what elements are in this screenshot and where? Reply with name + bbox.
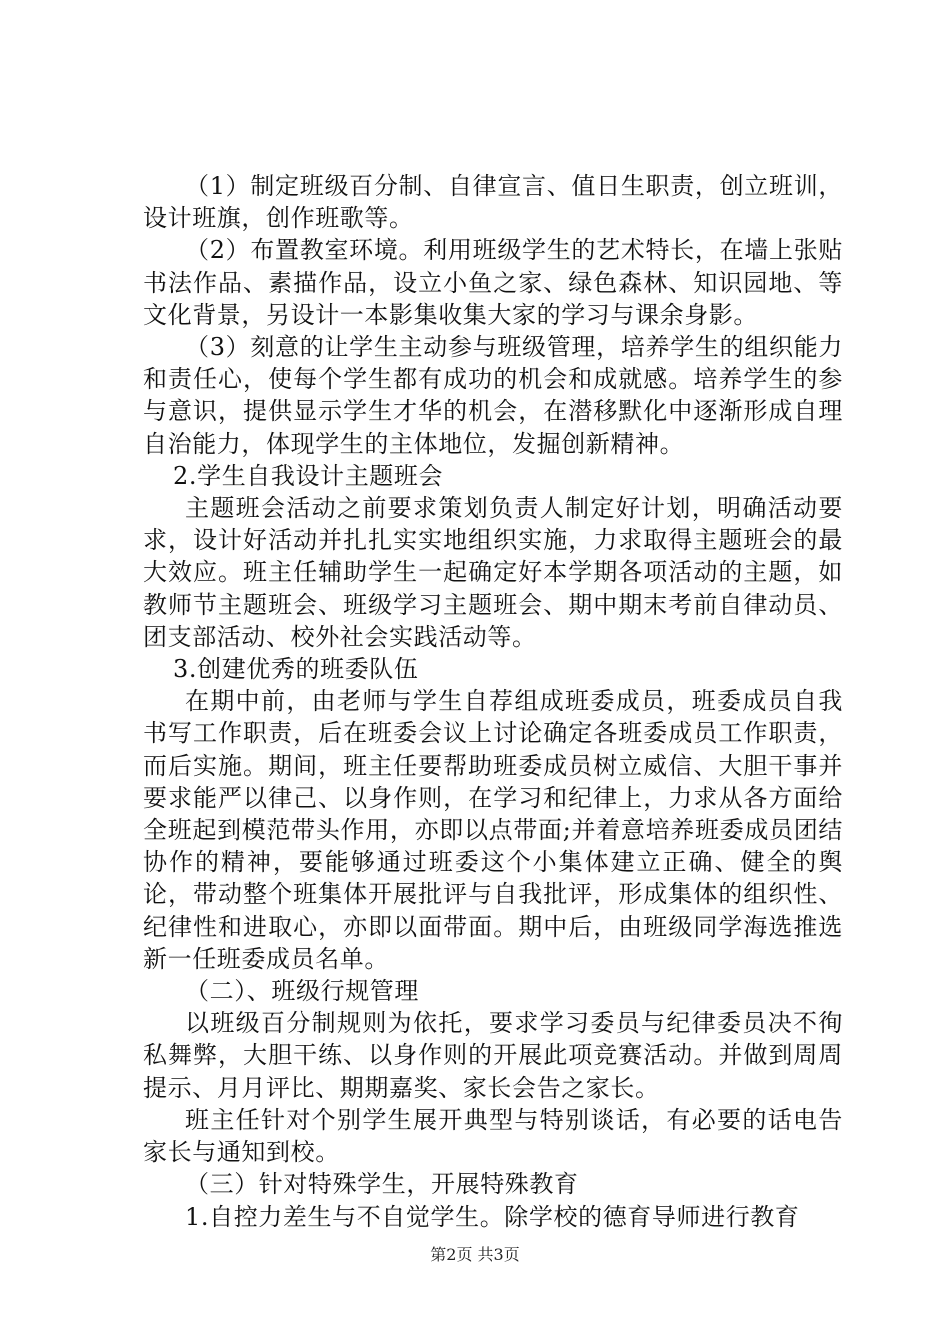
paragraph-2: （2）布置教室环境。利用班级学生的艺术特长，在墙上张贴书法作品、素描作品，设立小鱼之家、绿色森林、知识园地、等文化背景，另设计一本影集收集大家的学习与课余身影。 [143, 236, 843, 329]
page-indicator: 第2页 共3页 [430, 1245, 520, 1264]
paragraph-1: （1）制定班级百分制、自律宣言、值日生职责，创立班训，设计班旗，创作班歌等。 [143, 172, 843, 233]
paragraph-3: （3）刻意的让学生主动参与班级管理，培养学生的组织能力和责任心，使每个学生都有成功的机会和成就感。培养学生的参与意识，提供显示学生才华的机会，在潜移默化中逐渐形成自理自治能力，体现学生的主体地位，发掘创新精神。 [143, 333, 843, 458]
section-heading-class-rules: （二）、班级行规管理 [185, 977, 419, 1006]
section-heading-2: 2.学生自我设计主题班会 [173, 461, 444, 490]
document-body [143, 170, 843, 1233]
paragraph-5: 在期中前，由老师与学生自荐组成班委成员，班委成员自我书写工作职责，后在班委会议上讨论确定各班委成员工作职责，而后实施。期间，班主任要帮助班委成员树立威信、大胆干事并要求能严以律己、以身作则，在学习和纪律上，力求从各方面给全班起到模范带头作用，亦即以点带面;并着意培养班委成员团结协作的精神，要能够通过班委这个小集体建立正确、健全的舆论，带动整个班集体开展批评与自我批评，形成集体的组织性、纪律性和进取心，亦即以面带面。期中后，由班级同学海选推选新一任班委成员名单。 [143, 687, 843, 973]
paragraph-4: 主题班会活动之前要求策划负责人制定好计划，明确活动要求，设计好活动并扎扎实实地组织实施，力求取得主题班会的最大效应。班主任辅助学生一起确定好本学期各项活动的主题，如教师节主题班会、班级学习主题班会、期中期末考前自律动员、团支部活动、校外社会实践活动等。 [143, 494, 843, 651]
paragraph-8: 1.自控力差生与不自觉学生。除学校的德育导师进行教育 [185, 1202, 800, 1231]
section-heading-3: 3.创建优秀的班委队伍 [173, 655, 419, 684]
section-heading-special-education: （三）针对特殊学生，开展特殊教育 [185, 1170, 579, 1199]
paragraph-6: 以班级百分制规则为依托，要求学习委员与纪律委员决不徇私舞弊，大胆干练、以身作则的开展此项竞赛活动。并做到周周提示、月月评比、期期嘉奖、家长会告之家长。 [143, 1009, 843, 1102]
paragraph-7: 班主任针对个别学生展开典型与特别谈话，有必要的话电告家长与通知到校。 [143, 1105, 843, 1167]
page-footer [0, 1245, 950, 1265]
